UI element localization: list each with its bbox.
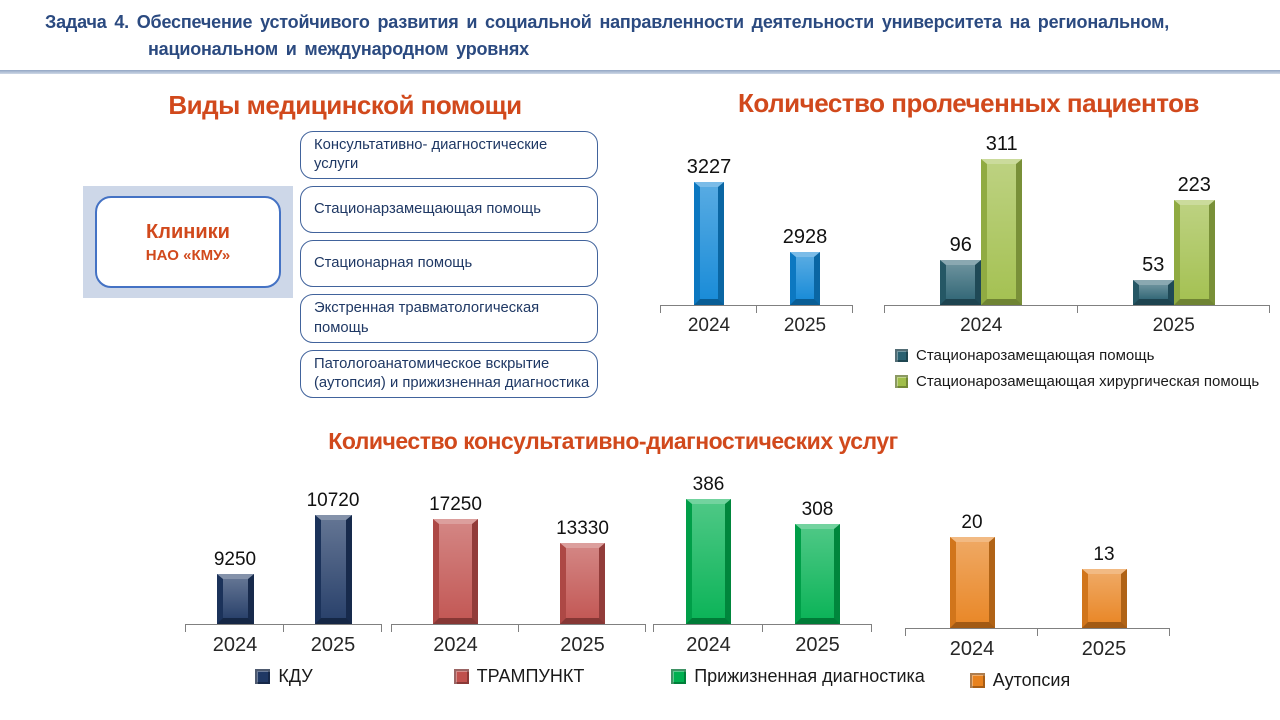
- bar-pair: [686, 474, 731, 624]
- bar-value-label: 13: [1093, 544, 1115, 565]
- x-axis: [885, 305, 1270, 314]
- bar-column: [1082, 544, 1127, 628]
- bar: [981, 159, 1022, 305]
- legend-entry: [895, 347, 1270, 364]
- bar-column: [686, 474, 731, 624]
- axis-category-label: 2025: [1081, 638, 1127, 660]
- x-axis: [654, 624, 872, 633]
- axis-category-row: [392, 634, 646, 657]
- consultative-chart-title: Количество консультативно-диагностических услуг: [328, 428, 898, 454]
- chart-plot-area: [885, 117, 1270, 305]
- x-axis: [661, 305, 853, 314]
- bar: [790, 252, 820, 305]
- legend-label: Аутопсия: [992, 670, 1071, 690]
- axis-category-label: 2024: [960, 315, 1003, 336]
- axis-category-row: [661, 315, 853, 337]
- bar-group: [1078, 174, 1271, 305]
- legend-swatch: [255, 669, 270, 684]
- axis-tick: [762, 624, 763, 632]
- axis-tick: [660, 305, 661, 313]
- chart-kdu: [186, 476, 382, 687]
- bar-value-label: 17250: [429, 494, 482, 515]
- chart-intravital-diagnostics: [654, 466, 925, 687]
- bar-group: [661, 156, 757, 305]
- clinic-box: [95, 196, 281, 288]
- axis-category-row: [654, 634, 872, 657]
- service-item-hospital-replacing: Стационарзамещающая помощь: [300, 186, 598, 233]
- bar-group: [284, 490, 382, 624]
- bar-column: [687, 156, 732, 305]
- clinic-panel: [83, 186, 293, 298]
- bar-column: [429, 494, 482, 624]
- axis-tick: [518, 624, 519, 632]
- bar-column: [950, 512, 995, 628]
- bar-group: [757, 226, 853, 305]
- axis-category-row: [186, 634, 382, 657]
- bar: [433, 519, 478, 624]
- bar-pair: [783, 226, 828, 305]
- bar: [560, 543, 605, 624]
- bar-pair: [556, 518, 609, 624]
- axis-category-label: 2025: [1152, 315, 1195, 336]
- autopsy-legend: [888, 670, 1152, 691]
- bar-pair: [429, 494, 482, 624]
- chart-patients-by-type: [885, 117, 1270, 390]
- legend-label: ТРАМПУНКТ: [476, 666, 585, 686]
- axis-tick: [1169, 628, 1170, 636]
- clinic-title: Клиники: [146, 220, 230, 243]
- axis-tick: [871, 624, 872, 632]
- bar-group: [1038, 544, 1170, 628]
- legend-label: Стационарозамещающая хирургическая помощь: [916, 373, 1260, 390]
- bar-pair: [1133, 174, 1215, 305]
- legend-entry: [255, 666, 312, 687]
- bar: [940, 260, 981, 305]
- service-item-pathology: Патологоанатомическое вскрытие (аутопсия) и прижизненная диагностика: [300, 350, 598, 398]
- axis-category-label: 2024: [686, 634, 731, 656]
- axis-category-row: [906, 638, 1170, 661]
- services-section-title: Виды медицинской помощи: [168, 90, 522, 120]
- chart-plot-area: [654, 466, 872, 624]
- legend-swatch: [671, 669, 686, 684]
- bar-value-label: 311: [985, 133, 1018, 155]
- axis-tick: [185, 624, 186, 632]
- bar-group: [885, 133, 1078, 305]
- bar-pair: [795, 499, 840, 624]
- legend-swatch: [895, 375, 908, 388]
- axis-tick: [381, 624, 382, 632]
- x-axis: [906, 628, 1170, 637]
- bar-value-label: 10720: [306, 490, 360, 511]
- chart-patients-total: [661, 137, 853, 337]
- axis-tick: [756, 305, 757, 313]
- axis-tick: [645, 624, 646, 632]
- patients-chart-title: Количество пролеченных пациентов: [738, 88, 1199, 118]
- service-item-inpatient: Стационарная помощь: [300, 240, 598, 287]
- bar-column: [795, 499, 840, 624]
- bar: [950, 537, 995, 628]
- bar: [217, 574, 254, 624]
- axis-tick: [905, 628, 906, 636]
- bar-value-label: 53: [1142, 254, 1165, 276]
- axis-tick: [852, 305, 853, 313]
- bar-value-label: 13330: [556, 518, 609, 539]
- bar-group: [763, 499, 872, 624]
- bar-group: [186, 549, 284, 624]
- legend-entry: [671, 666, 925, 687]
- bar-value-label: 20: [961, 512, 983, 533]
- axis-category-label: 2024: [949, 638, 995, 660]
- bar: [315, 515, 352, 624]
- bar-pair: [1082, 544, 1127, 628]
- header-divider: [0, 70, 1280, 74]
- bar-column: [1133, 254, 1174, 305]
- legend-entry: [895, 373, 1270, 390]
- chart-autopsy: [906, 500, 1170, 691]
- bar-value-label: 9250: [213, 549, 257, 570]
- chart-plot-area: [186, 476, 382, 624]
- service-item-emergency-trauma: Экстренная травматологическая помощь: [300, 294, 598, 342]
- bar: [1133, 280, 1174, 305]
- bar-group: [392, 494, 519, 624]
- bar-value-label: 308: [801, 499, 834, 520]
- axis-category-label: 2025: [795, 634, 840, 656]
- bar-value-label: 386: [692, 474, 725, 495]
- chart-plot-area: [392, 486, 646, 624]
- bar: [795, 524, 840, 624]
- chart-plot-area: [661, 137, 853, 305]
- bar-value-label: 223: [1177, 174, 1211, 196]
- bar: [694, 182, 724, 305]
- kdu-legend: [186, 666, 382, 687]
- axis-category-label: 2025: [783, 315, 827, 336]
- service-item-consultative: Консультативно- диагностические услуги: [300, 131, 598, 179]
- legend-swatch: [895, 349, 908, 362]
- x-axis: [392, 624, 646, 633]
- axis-category-row: [885, 315, 1270, 337]
- bar: [1174, 200, 1215, 305]
- axis-tick: [1269, 305, 1270, 313]
- patients-legend: [895, 347, 1270, 390]
- clinic-subtitle: НАО «КМУ»: [145, 246, 231, 264]
- diagnostics-legend: [689, 666, 925, 687]
- chart-trampunkt: [392, 486, 646, 687]
- bar-value-label: 3227: [686, 156, 732, 178]
- legend-label: Стационарозамещающая помощь: [916, 347, 1155, 364]
- legend-swatch: [970, 673, 985, 688]
- axis-tick: [391, 624, 392, 632]
- header-title-line1: Задача 4. Обеспечение устойчивого развития и социальной направленности деятельности университета на региональном,: [45, 12, 1170, 32]
- axis-tick: [653, 624, 654, 632]
- bar-column: [556, 518, 609, 624]
- axis-category-label: 2024: [687, 315, 731, 336]
- trampunkt-legend: [392, 666, 646, 687]
- axis-category-label: 2025: [560, 634, 605, 656]
- legend-entry: [454, 666, 585, 687]
- axis-category-label: 2024: [433, 634, 478, 656]
- slide-header: [0, 0, 1280, 70]
- bar-pair: [307, 490, 360, 624]
- bar-group: [654, 474, 763, 624]
- bar: [1082, 569, 1127, 628]
- bar-column: [981, 133, 1022, 305]
- bar-column: [1174, 174, 1215, 305]
- bar-pair: [950, 512, 995, 628]
- axis-tick: [1037, 628, 1038, 636]
- chart-plot-area: [906, 500, 1170, 628]
- legend-label: Прижизненная диагностика: [694, 666, 925, 686]
- bar-group: [906, 512, 1038, 628]
- bar-pair: [940, 133, 1022, 305]
- bar-pair: [214, 549, 256, 624]
- header-title-line2: национальном и международном уровнях: [148, 39, 529, 59]
- bar: [686, 499, 731, 624]
- axis-tick: [884, 305, 885, 313]
- service-list: [300, 131, 598, 398]
- legend-entry: [970, 670, 1070, 691]
- bar-group: [519, 518, 646, 624]
- x-axis: [186, 624, 382, 633]
- bar-column: [307, 490, 360, 624]
- axis-category-label: 2025: [310, 634, 356, 656]
- legend-swatch: [454, 669, 469, 684]
- axis-category-label: 2024: [212, 634, 258, 656]
- bar-column: [214, 549, 256, 624]
- bar-value-label: 96: [949, 234, 972, 256]
- axis-tick: [283, 624, 284, 632]
- legend-label: КДУ: [278, 666, 313, 686]
- axis-tick: [1077, 305, 1078, 313]
- bar-pair: [687, 156, 732, 305]
- bar-value-label: 2928: [782, 226, 828, 248]
- bar-column: [783, 226, 828, 305]
- bar-column: [940, 234, 981, 305]
